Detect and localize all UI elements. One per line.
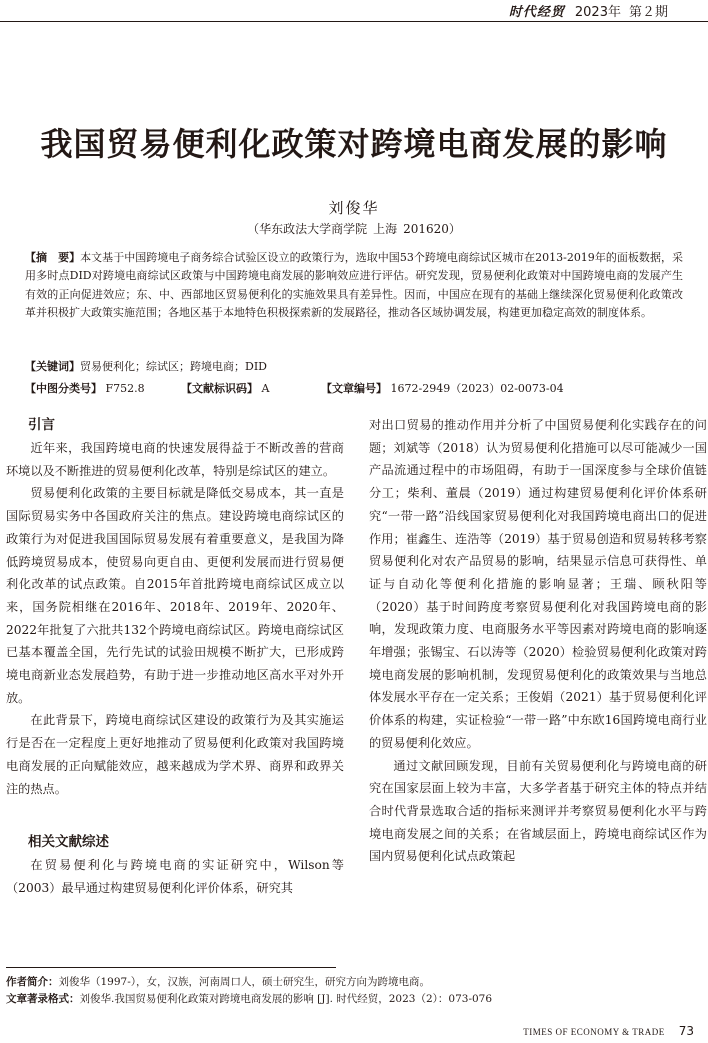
- page-number: 73: [678, 1024, 694, 1038]
- doc-code-label: 【文献标识码】: [181, 382, 258, 395]
- paragraph: 通过文献回顾发现，目前有关贸易便利化与跨境电商的研究在国家层面上较为丰富，大多学者基于研究主体的特点并结合时代背景选取合适的指标来测评并考察贸易便利化水平与跨境电商发展之间的关系；在省域层面上，跨境电商综试区作为国内贸易便利化试点政策起: [369, 758, 707, 864]
- section-heading-intro: 引言: [28, 417, 55, 433]
- article-number-value: 1672-2949（2023）02-0073-04: [390, 382, 564, 395]
- paragraph: 近年来，我国跨境电商的快速发展得益于不断改善的营商环境以及不断推进的贸易便利化改革，特别是综试区的建立。: [6, 441, 344, 478]
- header-rule: [0, 21, 708, 22]
- right-column: [369, 414, 707, 868]
- author-bio-text: 刘俊华（1997-），女，汉族，河南周口人，硕士研究生，研究方向为跨境电商。: [58, 976, 431, 988]
- journal-name: 时代经贸: [508, 4, 565, 20]
- affiliation-institution: （华东政法大学商学院: [247, 222, 368, 236]
- affiliation-postcode: 201620）: [403, 222, 461, 236]
- clc-value: F752.8: [105, 382, 145, 395]
- keywords-label: 【关键词】: [25, 360, 80, 373]
- left-column: [6, 413, 344, 900]
- citation-footnote: [6, 991, 696, 1007]
- footnote-rule: [6, 967, 336, 968]
- paragraph: 在此背景下，跨境电商综试区建设的政策行为及其实施运行是否在一定程度上更好地推动了贸易便利化政策对我国跨境电商发展的正向赋能效应，越来越成为学术界、商界和政界关注的热点。: [6, 713, 344, 796]
- doc-code-value: A: [261, 382, 270, 395]
- issue-info: [575, 1, 668, 20]
- paragraph: 贸易便利化政策的主要目标就是降低交易成本，其一直是国际贸易实务中各国政府关注的焦点。建设跨境电商综试区的政策行为对促进我国国际贸易发展有着重要意义，是我国为降低跨境贸易成本，使贸易向更自由、更便利发展而进行贸易便利化改革的试点政策。自2015年首批跨境电商综试区成立以来，国务院相继在2016年、2018年、2019年、2020年、2022年批复了六批共132个跨境电商综试区。跨境电商综试区已基本覆盖全国，先行先试的试验田规模不断扩大，已形成跨境电商新业态发展趋势，有助于进一步推动地区高水平对外开放。: [6, 486, 344, 705]
- article-number-label: 【文章编号】: [321, 382, 387, 395]
- paragraph: 对出口贸易的推动作用并分析了中国贸易便利化实践存在的问题；刘斌等（2018）认为贸易便利化措施可以尽可能减少一国产品流通过程中的市场阻碍，有助于一国深度参与全球价值链分工；柴利、董晨（2019）通过构建贸易便利化评价体系研究“一带一路”沿线国家贸易便利化对我国跨境电商出口的促进作用；崔鑫生、连浩等（2019）基于贸易创造和贸易转移考察贸易便利化对农产品贸易的影响，结果显示信息可获得性、单证与自动化等便利化措施的影响显著；王瑞、顾秋阳等（2020）基于时间跨度考察贸易便利化对我国跨境电商的影响，发现政策力度、电商服务水平等因素对跨境电商的影响逐年增强；张锡宝、石以涛等（2020）检验贸易便利化政策对跨境电商发展的影响机制，发现贸易便利化的政策效果与当地总体发展水平存在一定关系；王俊娟（2021）基于贸易便利化评价体系的构建，实证检验“一带一路”中东欧16国跨境电商行业的贸易便利化效应。: [369, 418, 707, 750]
- keywords: [25, 358, 683, 376]
- running-header: [509, 0, 668, 20]
- citation-text: 刘俊华.我国贸易便利化政策对跨境电商发展的影响 [J]. 时代经贸，2023（2）：073-076: [79, 993, 493, 1005]
- author-affiliation: [0, 220, 708, 237]
- abstract-text: 本文基于中国跨境电子商务综合试验区设立的政策行为，选取中国53个跨境电商综试区城市在2013-2019年的面板数据，采用多时点DID对跨境电商综试区政策与中国跨境电商发展的影响效应进行评估。研究发现，贸易便利化政策对中国跨境电商的发展产生有效的正向促进效应；东、中、西部地区贸易便利化的实施效果具有差异性。因而，中国应在现有的基础上继续深化贸易便利化政策改革并积极扩大政策实施范围；各地区基于本地特色积极探索新的发展路径，推动各区域协调发展，构建更加稳定高效的制度体系。: [25, 251, 684, 320]
- author-bio-footnote: [6, 974, 696, 990]
- classification-line: [25, 380, 683, 398]
- page-footer: [523, 1024, 694, 1038]
- article-title: 我国贸易便利化政策对跨境电商发展的影响: [40, 125, 668, 163]
- doc-code-field: [181, 380, 321, 398]
- author-bio-label: 作者简介：: [6, 976, 59, 988]
- article-number-field: [321, 380, 564, 398]
- keywords-text: 贸易便利化；综试区；跨境电商；DID: [80, 360, 267, 373]
- abstract: [25, 249, 683, 323]
- issue-year: 2023年: [574, 4, 621, 20]
- abstract-label: 【摘 要】: [25, 251, 81, 264]
- citation-label: 文章著录格式：: [6, 993, 80, 1005]
- affiliation-city: 上海: [373, 222, 398, 236]
- author-name: 刘俊华: [328, 199, 380, 217]
- section-heading-literature: 相关文献综述: [28, 834, 109, 851]
- clc-field: [25, 380, 181, 398]
- paragraph: 在贸易便利化与跨境电商的实证研究中，Wilson等（2003）最早通过构建贸易便利化评价体系，研究其: [6, 858, 344, 895]
- footer-journal-name: TIMES OF ECONOMY & TRADE: [523, 1027, 665, 1037]
- clc-label: 【中图分类号】: [25, 382, 102, 395]
- issue-number: 第２期: [628, 4, 668, 20]
